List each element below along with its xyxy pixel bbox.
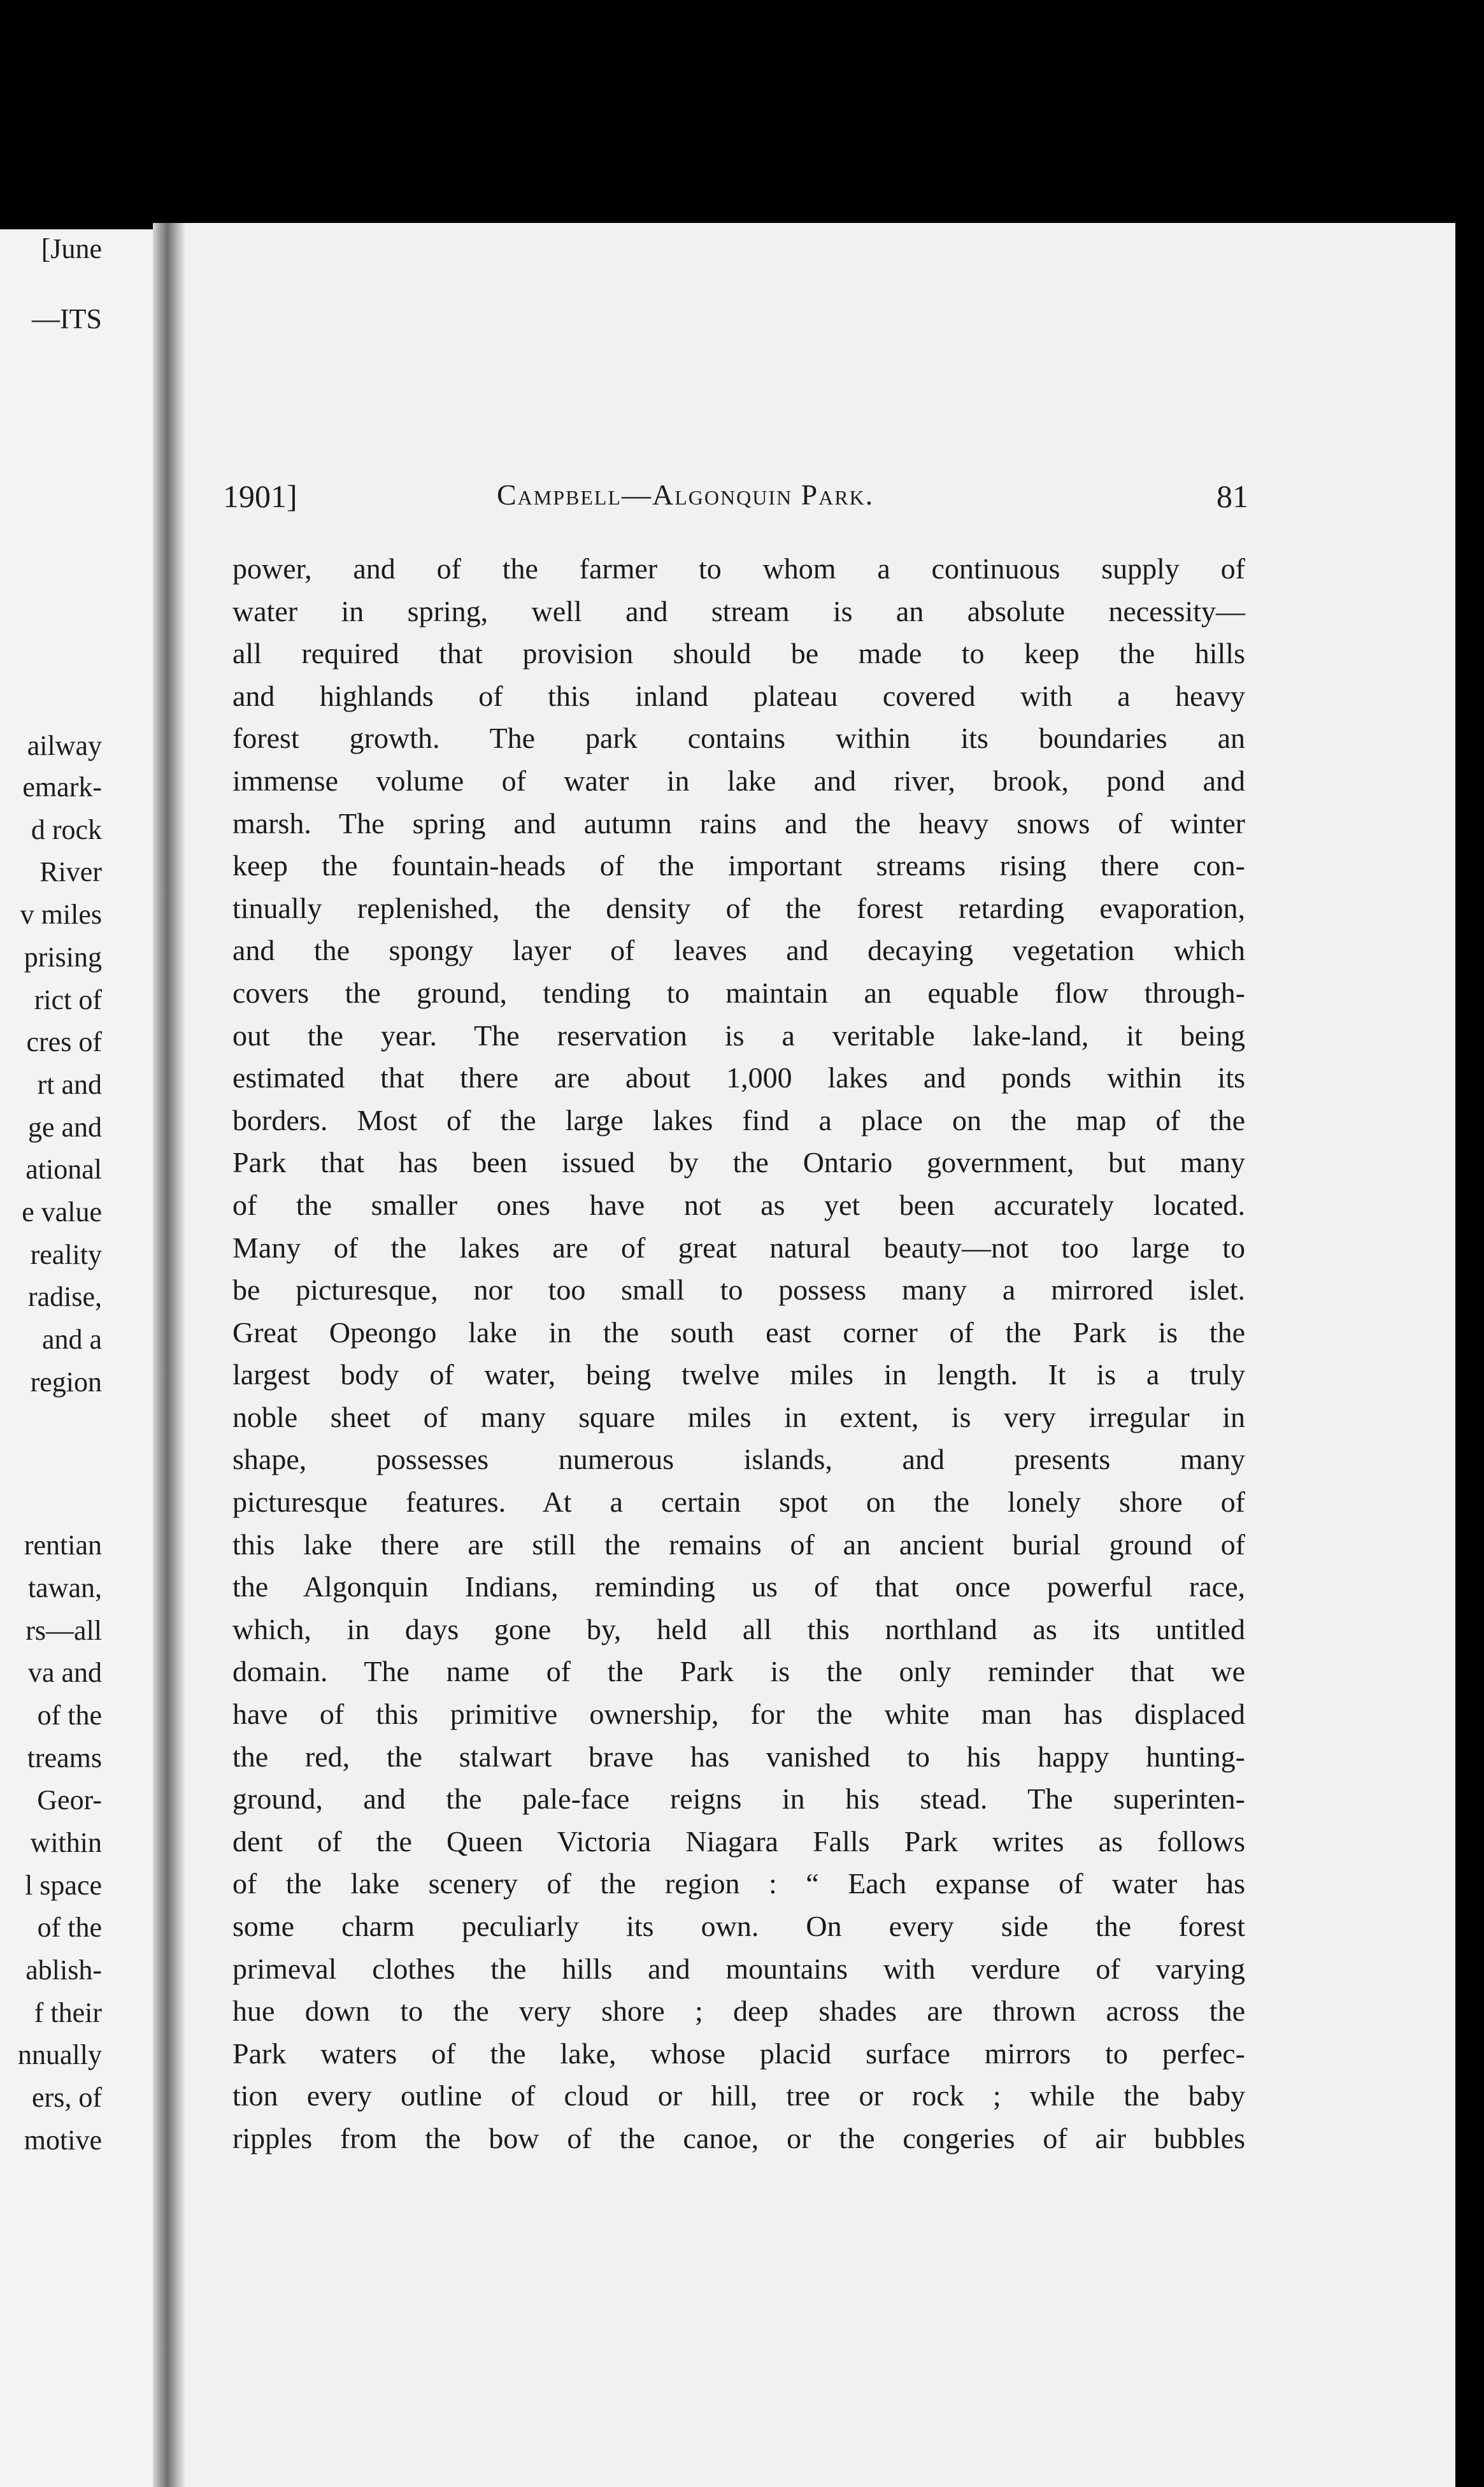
text-line: of the lake scenery of the region : “ Each expanse of water has	[232, 1867, 1245, 1900]
text-line: picturesque features. At a certain spot on the lonely shore of	[232, 1486, 1245, 1519]
scan-background	[0, 0, 1484, 229]
page-number: 81	[1216, 478, 1248, 514]
left-page-fragment: f their	[34, 1997, 102, 2028]
left-page-fragment: within	[30, 1827, 102, 1858]
left-page-fragment: e value	[22, 1196, 102, 1228]
left-page-fragment: rentian	[24, 1530, 102, 1561]
text-line: Great Opeongo lake in the south east corner of the Park is the	[232, 1315, 1245, 1349]
left-page-fragment: l space	[25, 1870, 102, 1901]
header-year: 1901]	[223, 478, 297, 514]
text-line: some charm peculiarly its own. On every side the forest	[232, 1910, 1245, 1942]
left-page-fragment: va and	[27, 1657, 102, 1688]
left-page-fragment: ge and	[27, 1112, 102, 1143]
text-line: the red, the stalwart brave has vanished to his happy hunting-	[232, 1740, 1245, 1773]
left-page-fragment: ailway	[27, 730, 102, 761]
text-line: immense volume of water in lake and river, brook, pond and	[232, 764, 1245, 797]
left-page-fragment: motive	[24, 2125, 102, 2156]
text-line: and the spongy layer of leaves and decaying vegetation which	[232, 934, 1245, 967]
body-text	[232, 548, 1245, 2160]
text-line: hue down to the very shore ; deep shades are thrown across the	[232, 1995, 1245, 2028]
scan-right-edge	[1455, 229, 1484, 2487]
text-line: estimated that there are about 1,000 lakes and ponds within its	[232, 1061, 1245, 1094]
text-line: Many of the lakes are of great natural beauty—not too large to	[232, 1231, 1245, 1264]
text-line: out the year. The reservation is a veritable lake-land, it being	[232, 1019, 1245, 1052]
left-page-fragment: emark-	[22, 771, 102, 803]
left-page-fragment: radise,	[27, 1281, 102, 1312]
text-line: and highlands of this inland plateau covered with a heavy	[232, 679, 1245, 712]
text-line: covers the ground, tending to maintain an equable flow through-	[232, 976, 1245, 1009]
text-line: which, in days gone by, held all this northland as its untitled	[232, 1612, 1245, 1645]
left-page-fragment: cres of	[26, 1026, 102, 1057]
left-page-fragment: prising	[24, 942, 102, 973]
text-line: marsh. The spring and autumn rains and the heavy snows of winter	[232, 806, 1245, 840]
text-line: the Algonquin Indians, reminding us of that once powerful race,	[232, 1570, 1245, 1603]
text-line: this lake there are still the remains of an ancient burial ground of	[232, 1528, 1245, 1561]
text-line: keep the fountain-heads of the important streams rising there con-	[232, 849, 1245, 882]
text-line: largest body of water, being twelve miles in length. It is a truly	[232, 1358, 1245, 1391]
left-page-fragment: ational	[25, 1154, 102, 1185]
text-line: tinually replenished, the density of the forest retarding evaporation,	[232, 891, 1245, 924]
left-page-fragment: region	[30, 1366, 102, 1398]
text-line: noble sheet of many square miles in extent, is very irregular in	[232, 1400, 1245, 1433]
text-line: tion every outline of cloud or hill, tree or rock ; while the baby	[232, 2079, 1245, 2112]
left-page-fragment: rt and	[37, 1069, 102, 1100]
text-line: Park that has been issued by the Ontario government, but many	[232, 1146, 1245, 1179]
text-line: water in spring, well and stream is an absolute necessity—	[232, 594, 1245, 627]
running-head	[223, 478, 1248, 529]
text-line: Park waters of the lake, whose placid surface mirrors to perfec-	[232, 2037, 1245, 2070]
left-page-fragment: Geor-	[37, 1784, 102, 1816]
text-line: dent of the Queen Victoria Niagara Falls Park writes as follows	[232, 1824, 1245, 1858]
text-line: all required that provision should be made to keep the hills	[232, 637, 1245, 670]
left-page-fragment: of the	[37, 1700, 102, 1731]
left-page-fragments	[0, 233, 153, 2402]
text-line: primeval clothes the hills and mountains with verdure of varying	[232, 1952, 1245, 1985]
left-page-fragment: treams	[27, 1742, 102, 1774]
text-line: ground, and the pale-face reigns in his stead. The superinten-	[232, 1782, 1245, 1816]
text-line: power, and of the farmer to whom a continuous supply of	[232, 552, 1245, 585]
left-page-fragment: ers, of	[32, 2082, 102, 2113]
text-line: of the smaller ones have not as yet been accurately located.	[232, 1188, 1245, 1221]
left-page-fragment: rict of	[34, 984, 102, 1015]
header-title: Campbell—Algonquin Park.	[497, 478, 874, 511]
text-line: borders. Most of the large lakes find a place on the map of the	[232, 1103, 1245, 1136]
text-line: have of this primitive ownership, for the white man has displaced	[232, 1698, 1245, 1731]
left-page-fragment: nnually	[18, 2039, 102, 2070]
left-page-fragment: rs—all	[25, 1615, 102, 1646]
left-page-fragment: [June	[41, 233, 102, 264]
text-line: be picturesque, nor too small to possess many a mirrored islet.	[232, 1273, 1245, 1307]
left-page-fragment: —ITS	[32, 303, 102, 334]
text-line: domain. The name of the Park is the only reminder that we	[232, 1655, 1245, 1688]
left-page-fragment: and a	[41, 1324, 102, 1355]
left-page-fragment: River	[39, 856, 102, 887]
left-page-fragment: reality	[30, 1239, 102, 1270]
left-page-fragment: of the	[37, 1912, 102, 1943]
text-line: shape, possesses numerous islands, and presents many	[232, 1443, 1245, 1476]
left-page-fragment: v miles	[20, 899, 102, 930]
left-page-fragment: d rock	[31, 814, 102, 845]
book-gutter	[153, 223, 185, 2487]
text-line: forest growth. The park contains within its boundaries an	[232, 722, 1245, 755]
text-line: ripples from the bow of the canoe, or the congeries of air bubbles	[232, 2121, 1245, 2154]
left-page-fragment: ablish-	[25, 1954, 102, 1986]
left-page-fragment: tawan,	[27, 1572, 102, 1603]
